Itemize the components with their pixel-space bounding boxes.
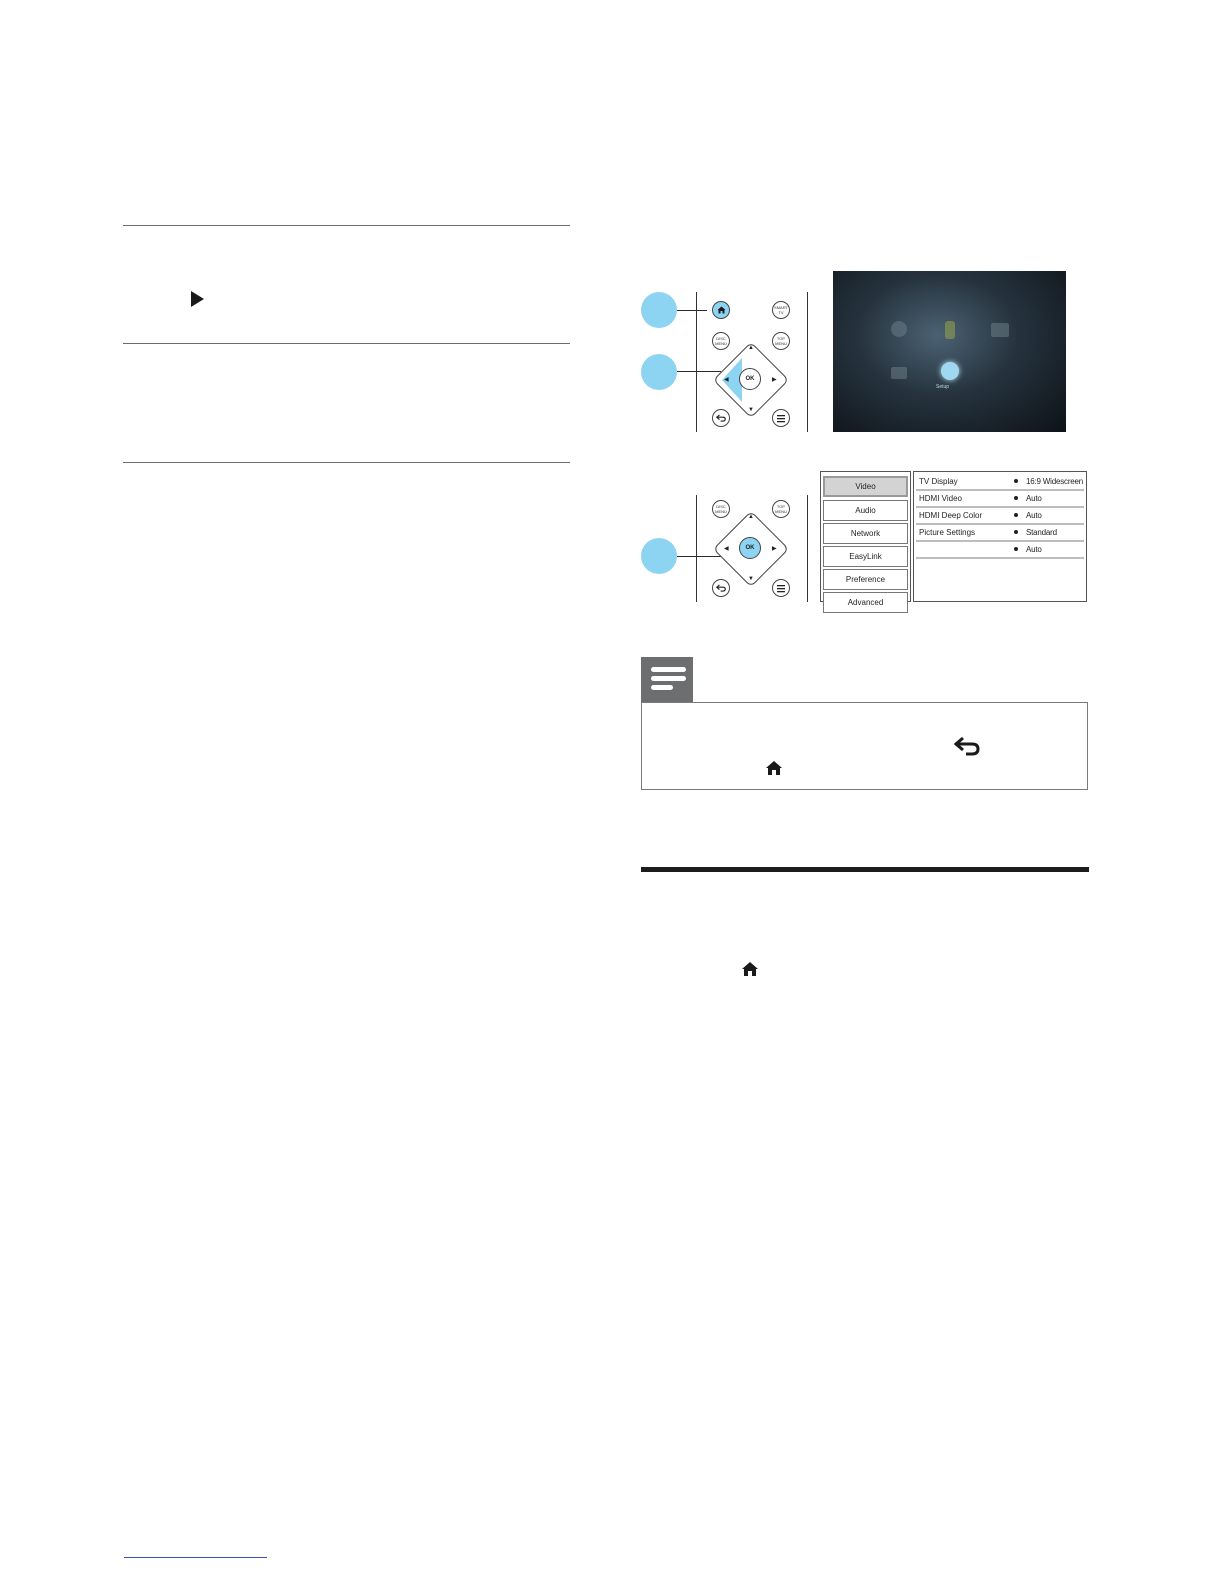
setting-value: Auto: [1026, 545, 1042, 554]
disc-menu-button[interactable]: DISC MENU: [712, 500, 730, 518]
smart-tv-button[interactable]: SMART TV: [772, 301, 790, 319]
back-icon: [716, 414, 726, 422]
setting-value: 16:9 Widescreen: [1026, 477, 1084, 486]
home-button[interactable]: [712, 301, 730, 319]
note-box: [641, 702, 1088, 790]
tab-audio[interactable]: Audio: [823, 500, 908, 521]
setting-row[interactable]: [916, 541, 1084, 559]
back-button[interactable]: [712, 579, 730, 597]
disc-menu-button[interactable]: DISC MENU: [712, 332, 730, 350]
settings-options: [913, 471, 1087, 602]
options-button[interactable]: [772, 579, 790, 597]
bullet-icon: [1014, 496, 1018, 500]
setting-name: HDMI Deep Color: [919, 511, 983, 520]
down-arrow-icon: ▼: [748, 407, 754, 413]
callout-3: [641, 538, 677, 574]
remote-control: [696, 495, 808, 602]
setup-label: Setup: [936, 384, 950, 390]
back-icon: [954, 736, 980, 756]
disc-icon: [891, 321, 907, 337]
monitor-icon: [891, 367, 907, 379]
left-arrow-icon: ◀: [724, 546, 729, 552]
section-rule: [123, 225, 570, 226]
ok-button[interactable]: OK: [739, 537, 761, 559]
home-icon: [717, 306, 726, 314]
options-button[interactable]: [772, 409, 790, 427]
settings-tabs: [820, 471, 911, 607]
callout-1: [641, 292, 677, 328]
back-button[interactable]: [712, 409, 730, 427]
tab-network[interactable]: Network: [823, 523, 908, 544]
options-icon: [777, 415, 785, 422]
setting-row[interactable]: [916, 473, 1084, 491]
back-icon: [716, 584, 726, 592]
top-menu-button[interactable]: TOP MENU: [772, 332, 790, 350]
bullet-icon: [1014, 547, 1018, 551]
left-arrow-icon: ◀: [724, 377, 729, 383]
right-arrow-icon: ▶: [772, 546, 777, 552]
setting-name: TV Display: [919, 477, 958, 486]
options-icon: [777, 585, 785, 592]
section-heading-rule: [641, 867, 1089, 872]
up-arrow-icon: ▲: [748, 345, 754, 351]
settings-menu: [820, 471, 1087, 607]
bullet-icon: [1014, 530, 1018, 534]
setup-gear-icon[interactable]: [941, 362, 959, 380]
folder-icon: [991, 323, 1009, 337]
section-rule: [123, 343, 570, 344]
right-arrow-icon: ▶: [772, 377, 777, 383]
setting-value: Auto: [1026, 511, 1042, 520]
setting-value: Standard: [1026, 528, 1057, 537]
setting-row[interactable]: [916, 524, 1084, 542]
home-icon: [765, 760, 783, 776]
bottle-icon: [945, 321, 955, 339]
setting-name: Picture Settings: [919, 528, 976, 537]
up-arrow-icon: ▲: [748, 514, 754, 520]
tab-easylink[interactable]: EasyLink: [823, 546, 908, 567]
home-icon: [741, 961, 759, 977]
tab-preference[interactable]: Preference: [823, 569, 908, 590]
navigation-pad[interactable]: [714, 343, 788, 417]
play-icon: [191, 291, 204, 307]
footer-link-underline[interactable]: [124, 1557, 267, 1558]
setting-row[interactable]: [916, 490, 1084, 508]
section-rule: [123, 462, 570, 463]
tab-video[interactable]: Video: [823, 476, 908, 497]
bullet-icon: [1014, 479, 1018, 483]
navigation-pad[interactable]: [714, 512, 788, 586]
setting-name: HDMI Video: [919, 494, 962, 503]
tv-home-screen: [833, 271, 1066, 432]
tab-advanced[interactable]: Advanced: [823, 592, 908, 613]
ok-button[interactable]: OK: [739, 368, 761, 390]
note-icon: [641, 657, 693, 702]
bullet-icon: [1014, 513, 1018, 517]
setting-value: Auto: [1026, 494, 1042, 503]
down-arrow-icon: ▼: [748, 576, 754, 582]
callout-2: [641, 354, 677, 390]
remote-control: [696, 292, 808, 432]
top-menu-button[interactable]: TOP MENU: [772, 500, 790, 518]
setting-row[interactable]: [916, 507, 1084, 525]
